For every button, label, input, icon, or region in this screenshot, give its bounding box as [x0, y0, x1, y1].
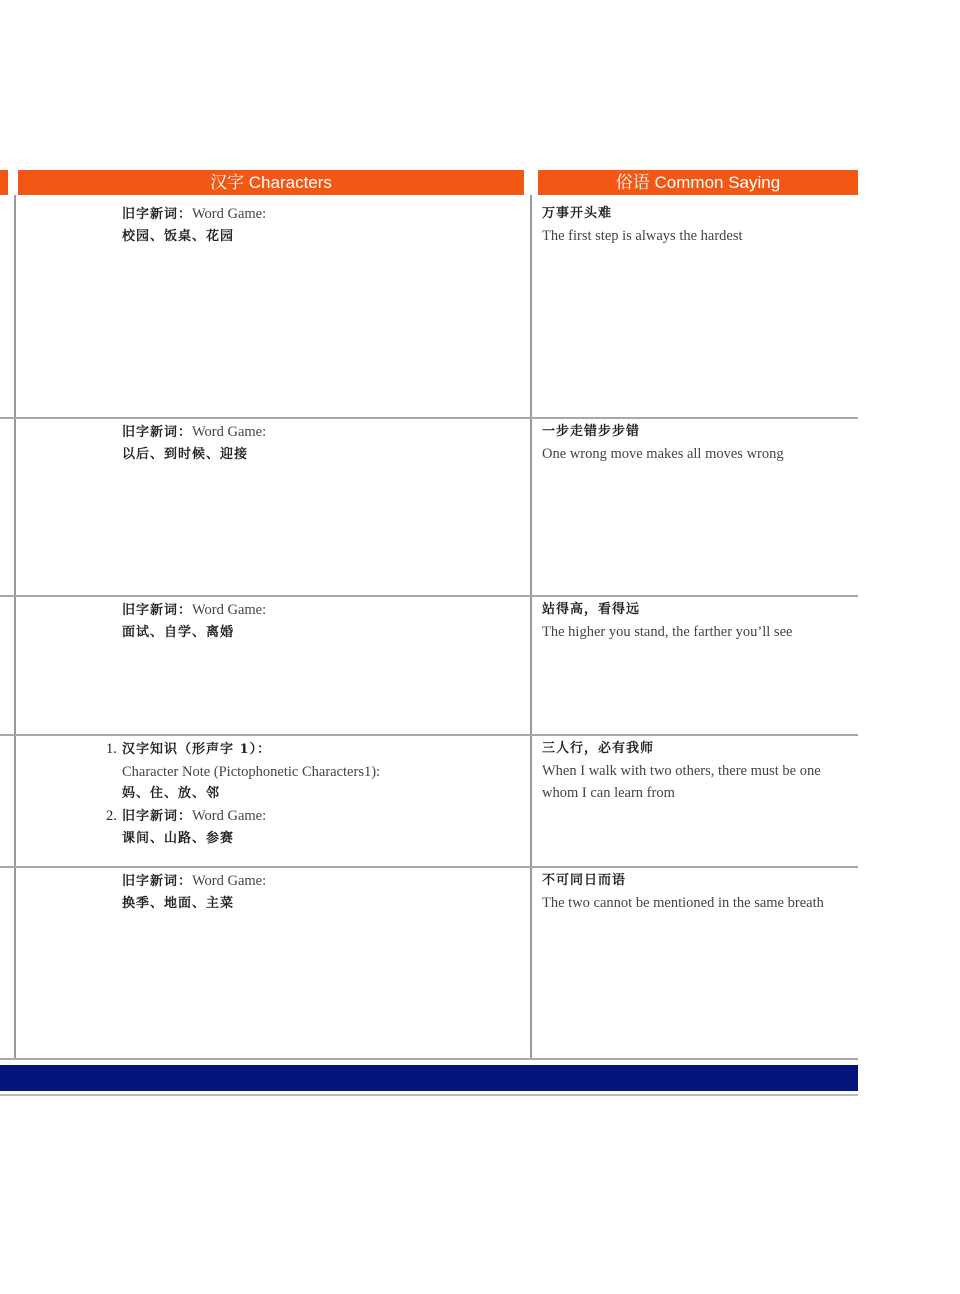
saying-chinese: 三人行，必有我师: [542, 741, 655, 756]
saying-chinese: 万事开头难: [542, 206, 613, 221]
saying-cell-4: [542, 738, 852, 804]
word-game-label-cn: 旧字新词：: [122, 603, 193, 618]
vocabulary-list: 课间、山路、参赛: [122, 831, 235, 846]
characters-cell-2: [122, 421, 266, 466]
table-bottom-border: [0, 1058, 858, 1060]
saying-english: The first step is always the hardest: [542, 228, 743, 244]
word-game-label-en: Word Game:: [192, 602, 267, 618]
saying-cell-2: [542, 421, 852, 465]
row-divider: [0, 595, 858, 597]
word-game-label-en: Word Game:: [192, 873, 267, 889]
vocabulary-list: 校园、饭桌、花园: [122, 229, 235, 244]
list-number: 1.: [106, 741, 117, 757]
characters-cell-4: [106, 738, 381, 850]
row-divider: [0, 734, 858, 736]
word-game-label-cn: 旧字新词：: [122, 425, 193, 440]
header-left-stub: [0, 170, 8, 195]
word-game-label-en: Word Game:: [192, 424, 267, 440]
word-game-label-cn: 旧字新词：: [122, 874, 193, 889]
vocabulary-list: 换季、地面、主菜: [122, 896, 235, 911]
list-number: 2.: [106, 808, 117, 824]
saying-english: When I walk with two others, there must be one whom I can learn from: [542, 763, 821, 801]
character-note-label-en: Character Note (Pictophonetic Characters1):: [122, 764, 381, 780]
table-left-border: [14, 195, 16, 1059]
saying-english: The two cannot be mentioned in the same breath: [542, 895, 824, 911]
footer-rule: [0, 1094, 858, 1096]
character-list: 妈、住、放、邻: [122, 786, 221, 801]
characters-cell-3: [122, 599, 266, 644]
row-divider: [0, 417, 858, 419]
vocabulary-list: 以后、到时候、迎接: [122, 447, 249, 462]
footer-bar: [0, 1065, 858, 1091]
saying-english: The higher you stand, the farther you’ll see: [542, 624, 793, 640]
row-divider: [0, 866, 858, 868]
word-game-label-cn: 旧字新词：: [122, 207, 193, 222]
characters-header: 汉字 Characters: [18, 170, 524, 195]
saying-cell-5: [542, 870, 852, 914]
saying-cell-3: [542, 599, 852, 643]
character-note-label-cn: 汉字知识（形声字 1）：: [122, 742, 272, 757]
characters-cell-5: [122, 870, 266, 915]
characters-cell-1: [122, 203, 266, 248]
table-column-divider: [530, 195, 532, 1059]
saying-chinese: 一步走错步步错: [542, 424, 641, 439]
saying-chinese: 站得高，看得远: [542, 602, 641, 617]
saying-english: One wrong move makes all moves wrong: [542, 446, 784, 462]
saying-chinese: 不可同日而语: [542, 873, 627, 888]
word-game-label-en: Word Game:: [192, 206, 267, 222]
saying-cell-1: [542, 203, 852, 247]
word-game-label-cn: 旧字新词：: [122, 809, 193, 824]
saying-header: 俗语 Common Saying: [538, 170, 858, 195]
vocabulary-list: 面试、自学、离婚: [122, 625, 235, 640]
word-game-label-en: Word Game:: [192, 808, 267, 824]
